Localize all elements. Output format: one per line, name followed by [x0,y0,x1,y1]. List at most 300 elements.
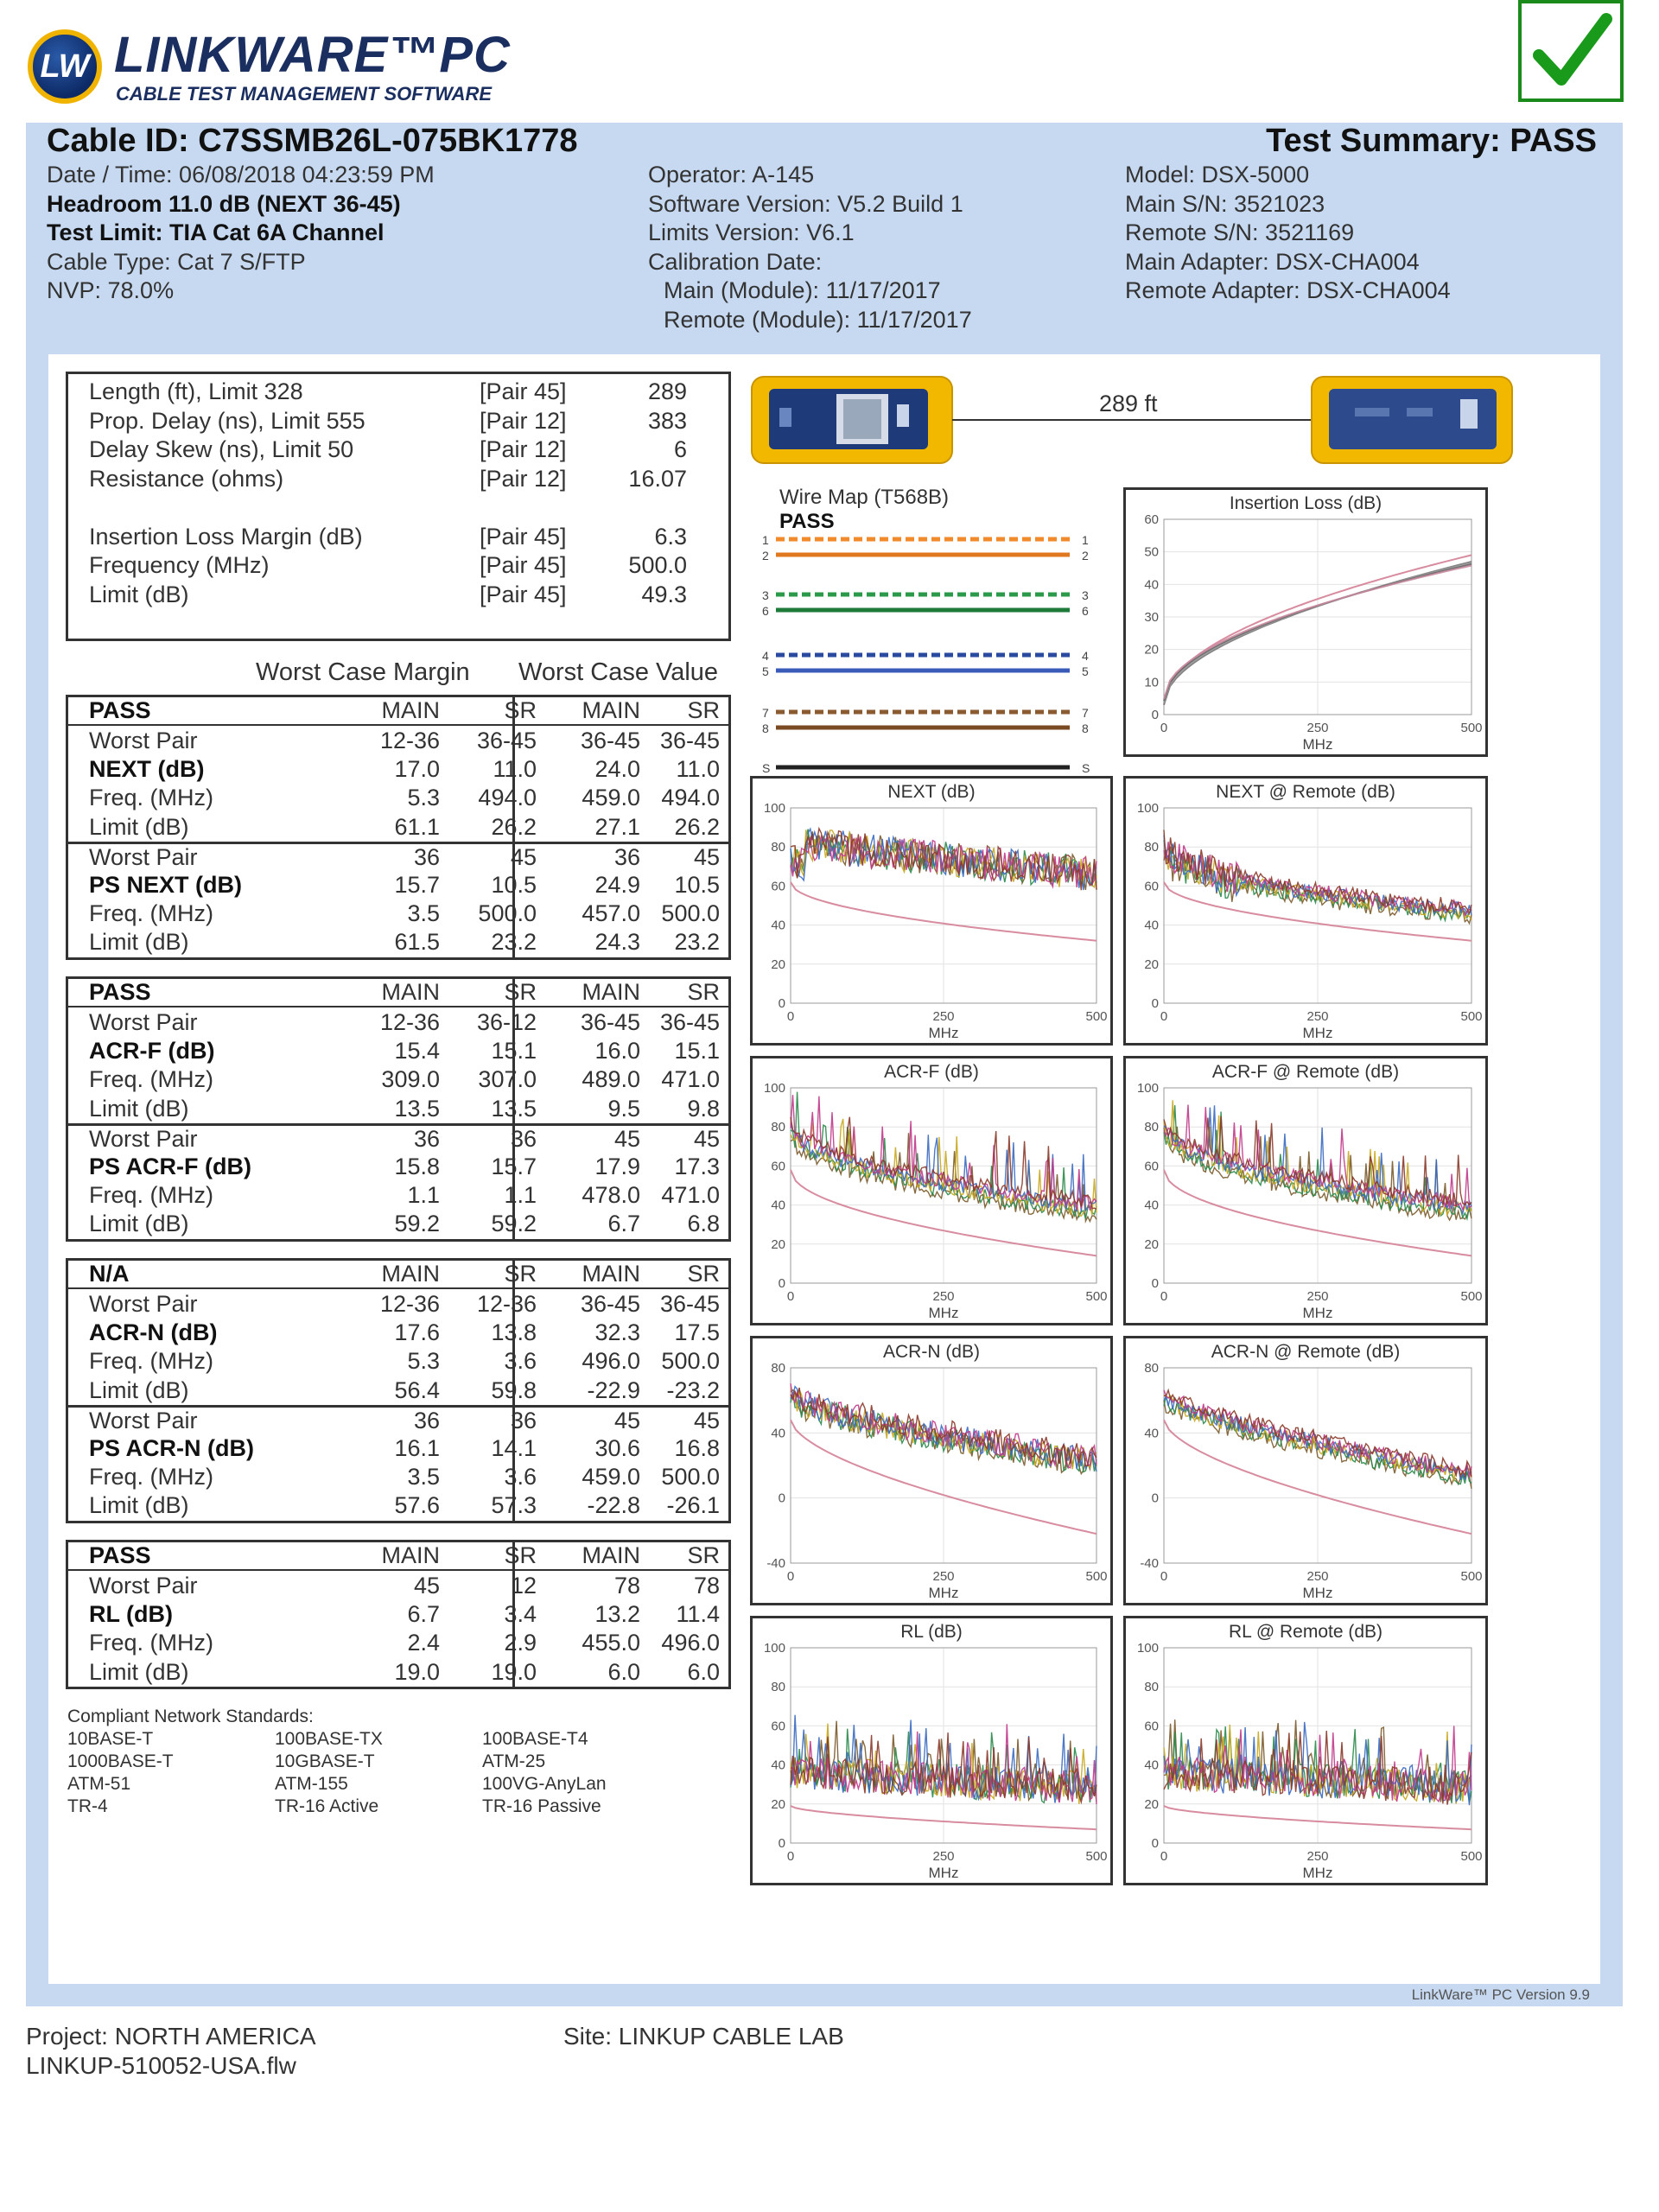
table-row [68,726,728,754]
test-summary: Test Summary: PASS [1266,123,1597,159]
table-divider [512,979,515,1239]
chart-svg [1126,779,1485,1043]
summary-row [89,378,720,407]
table-row [68,1571,728,1599]
wire-pin-left: 5 [762,664,769,678]
table-cell: 457.0 [582,899,640,926]
table-cell: 6.0 [687,1658,720,1685]
x-tick-label: 250 [1306,721,1329,735]
summary-row [89,523,720,552]
wire-pin-right: 1 [1082,533,1089,547]
chart-frame [1123,487,1488,757]
table-header-cell: SR [687,697,720,724]
table-cell: 15.7 [491,1153,537,1179]
table-cell: 494.0 [661,785,720,811]
table-cell: 45 [613,1125,640,1152]
table-cell: 3.6 [504,1348,537,1375]
table-cell: 16.1 [394,1434,440,1461]
table-cell: 1.1 [504,1181,537,1208]
table-row [68,1629,728,1657]
table-cell: 496.0 [661,1630,720,1656]
table-cell: ACR-N (dB) [89,1319,218,1345]
wire-pin-right: 7 [1082,706,1089,720]
table-cell: Worst Pair [89,727,198,753]
table-cell: 36-45 [659,1008,720,1035]
table-cell: 45 [413,1572,440,1599]
x-axis-label: MHz [1302,1865,1333,1881]
y-tick-label: 0 [1151,708,1159,722]
summary-label: Insertion Loss Margin (dB) [89,523,363,550]
table-cell: 17.3 [674,1153,720,1179]
table-cell: 12-36 [379,727,440,753]
wire-map-title: Wire Map (T568B) [779,486,950,509]
y-tick-label: 20 [771,1796,785,1812]
table-cell: 489.0 [582,1066,640,1093]
table-cell: 24.3 [594,929,640,956]
table-cell: -22.9 [587,1376,640,1403]
summary-label: Length (ft), Limit 328 [89,378,303,405]
version-label: LinkWare™ PC Version 9.9 [1411,1986,1590,2003]
standard-item: 10BASE-T [67,1729,154,1749]
table-cell: Worst Pair [89,1008,198,1035]
measurement-table [66,976,731,1242]
table-row [68,755,728,784]
standards-column [482,1728,607,1818]
table-header [68,1261,728,1289]
table-header-cell: MAIN [582,1542,640,1569]
table-cell: 3.4 [504,1600,537,1627]
table-cell: 9.5 [607,1095,640,1122]
y-tick-label: 60 [1144,512,1159,527]
table-divider [512,1261,515,1521]
table-cell: Worst Pair [89,1290,198,1317]
table-header-cell: SR [687,1261,720,1287]
chart-svg [753,1338,1110,1603]
table-cell: 32.3 [594,1319,640,1345]
x-tick-label: 250 [932,1009,955,1024]
table-cell: Limit (dB) [89,1492,189,1519]
standards-title: Compliant Network Standards: [67,1707,314,1726]
chart-svg [753,1618,1110,1883]
x-axis-label: MHz [1302,736,1333,753]
y-tick-label: 60 [771,1719,785,1734]
x-tick-label: 500 [1460,721,1483,735]
wire-pin-left: 1 [762,533,769,547]
chart-frame [1123,776,1488,1046]
y-tick-label: 20 [771,1236,785,1252]
table-header-cell: MAIN [381,979,440,1006]
summary-pair: [Pair 45] [480,378,567,405]
y-tick-label: 30 [1144,610,1159,625]
y-tick-label: 0 [1151,1836,1159,1851]
x-tick-label: 250 [1306,1569,1329,1584]
table-cell: 10.5 [674,871,720,898]
y-tick-label: 40 [1144,1758,1159,1773]
y-tick-label: 80 [771,1680,785,1695]
table-cell: Freq. (MHz) [89,1630,213,1656]
wire-pin-left: 3 [762,588,769,602]
y-tick-label: 100 [1136,801,1159,816]
summary-row [89,465,720,494]
table-cell: 500.0 [661,899,720,926]
table-cell: 13.5 [491,1095,537,1122]
table-cell: RL (dB) [89,1600,173,1627]
table-header-cell: SR [504,697,537,724]
table-cell: 9.8 [687,1095,720,1122]
table-cell: 478.0 [582,1181,640,1208]
table-cell: 2.4 [407,1630,440,1656]
table-header-cell: MAIN [582,979,640,1006]
table-cell: PS ACR-N (dB) [89,1434,254,1461]
table-header-cell: MAIN [381,697,440,724]
x-tick-label: 0 [1160,1009,1168,1024]
summary-value: 16.07 [628,465,687,492]
chart-frame [750,1616,1113,1885]
wire-pin-left: 7 [762,706,769,720]
table-header-cell: N/A [89,1261,130,1287]
chart-frame [1123,1616,1488,1885]
table-cell: 500.0 [661,1348,720,1375]
pass-check-icon [1518,0,1624,102]
table-cell: 24.0 [594,755,640,782]
chart-svg [753,1058,1110,1323]
summary-value: 289 [647,378,687,405]
y-tick-label: 100 [763,1641,785,1656]
header-line: NVP: 78.0% [47,277,175,303]
table-cell: 17.0 [394,755,440,782]
table-cell: 16.0 [594,1037,640,1064]
table-cell: 36-12 [476,1008,537,1035]
wire-pin-right: 2 [1082,549,1089,563]
table-row [68,1181,728,1210]
table-row [68,1152,728,1180]
table-row [68,813,728,842]
y-tick-label: 0 [1151,1491,1159,1506]
y-tick-label: 0 [1151,1276,1159,1291]
header-line: Remote S/N: 3521169 [1125,219,1355,245]
table-cell: Limit (dB) [89,1658,189,1685]
table-row [68,1123,728,1152]
table-cell: NEXT (dB) [89,755,205,782]
standard-item: ATM-155 [275,1774,348,1794]
table-cell: 27.1 [594,813,640,840]
y-tick-label: 40 [771,1758,785,1773]
x-tick-label: 250 [1306,1849,1329,1864]
table-row [68,1037,728,1065]
wire-pin-left: 6 [762,604,769,618]
y-tick-label: 80 [1144,840,1159,855]
summary-label: Resistance (ohms) [89,465,284,492]
y-tick-label: 0 [778,1836,785,1851]
table-header-cell: PASS [89,979,151,1006]
header-line: Main Adapter: DSX-CHA004 [1125,248,1420,275]
table-cell: 15.1 [491,1037,537,1064]
table-cell: 36-45 [580,1008,640,1035]
chart-svg [1126,1338,1485,1603]
table-cell: 57.6 [394,1492,440,1519]
x-tick-label: 0 [1160,1569,1168,1584]
table-cell: 500.0 [478,899,537,926]
tester-diagram [750,373,1528,468]
table-cell: Freq. (MHz) [89,1066,213,1093]
y-tick-label: 40 [1144,577,1159,593]
table-cell: 36 [413,843,440,870]
table-cell: 12-36 [379,1008,440,1035]
table-header-cell: SR [504,1261,537,1287]
header-col-3 [1125,161,1451,306]
wire-pin-left: S [762,761,771,775]
table-cell: Limit (dB) [89,1095,189,1122]
header-line: Headroom 11.0 dB (NEXT 36-45) [47,190,401,217]
x-tick-label: 250 [1306,1009,1329,1024]
x-tick-label: 500 [1460,1009,1483,1024]
summary-row [89,407,720,436]
summary-pair: [Pair 45] [480,581,567,607]
table-cell: 455.0 [582,1630,640,1656]
table-cell: 36-45 [659,1290,720,1317]
wire-pin-right: 6 [1082,604,1089,618]
table-cell: 15.8 [394,1153,440,1179]
table-cell: 36 [613,843,640,870]
summary-pair: [Pair 45] [480,523,567,550]
standard-item: 10GBASE-T [275,1751,375,1771]
table-cell: 5.3 [407,1348,440,1375]
table-cell: 3.5 [407,899,440,926]
table-cell: 36-45 [580,727,640,753]
table-row [68,1658,728,1687]
summary-label: Frequency (MHz) [89,552,270,579]
wire-pin-right: 3 [1082,588,1089,602]
y-tick-label: 40 [1144,918,1159,933]
table-header-cell: PASS [89,1542,151,1569]
summary-row [89,493,720,523]
table-cell: 78 [693,1572,720,1599]
table-cell: ACR-F (dB) [89,1037,215,1064]
y-tick-label: 60 [771,879,785,894]
x-tick-label: 250 [932,1289,955,1304]
y-tick-label: 40 [1144,1198,1159,1213]
y-tick-label: 50 [1144,544,1159,560]
table-cell: 45 [693,1125,720,1152]
table-cell: 15.1 [674,1037,720,1064]
table-cell: 17.5 [674,1319,720,1345]
table-cell: 16.8 [674,1434,720,1461]
chart-title: ACR-N @ Remote (dB) [1211,1342,1401,1362]
chart-title: ACR-F (dB) [884,1062,979,1082]
table-cell: 13.8 [491,1319,537,1345]
summary-value: 49.3 [641,581,687,607]
table-cell: 36 [413,1125,440,1152]
table-cell: 3.5 [407,1463,440,1490]
header-line: Remote (Module): 11/17/2017 [664,306,972,333]
header-line: Main S/N: 3521023 [1125,190,1325,217]
standard-item: 100VG-AnyLan [482,1774,607,1794]
wire-pin-left: 2 [762,549,769,563]
wire-pin-right: 8 [1082,721,1089,735]
chart-title: NEXT @ Remote (dB) [1216,782,1395,802]
table-cell: 15.7 [394,871,440,898]
table-cell: 59.2 [491,1211,537,1237]
table-row [68,1491,728,1520]
y-tick-label: 80 [771,1120,785,1135]
wire-pin-right: S [1082,761,1090,775]
summary-label: Limit (dB) [89,581,189,607]
y-tick-label: 40 [771,1426,785,1441]
table-divider [512,697,515,957]
table-cell: 57.3 [491,1492,537,1519]
table-cell: 45 [693,843,720,870]
table-cell: 19.0 [394,1658,440,1685]
table-cell: 19.0 [491,1658,537,1685]
table-cell: Limit (dB) [89,1376,189,1403]
table-header-cell: MAIN [582,1261,640,1287]
table-cell: 12 [510,1572,537,1599]
table-row [68,870,728,899]
summary-value: 6.3 [654,523,687,550]
table-cell: 17.6 [394,1319,440,1345]
header-line: Test Limit: TIA Cat 6A Channel [47,219,385,245]
chart-title: RL @ Remote (dB) [1228,1622,1383,1642]
header-line: Operator: A-145 [648,162,815,188]
table-cell: 36-45 [476,727,537,753]
table-header [68,979,728,1007]
link-length: 289 ft [1099,391,1158,416]
summary-label: Prop. Delay (ns), Limit 555 [89,407,365,434]
file-name: LINKUP-510052-USA.flw [26,2052,296,2079]
site-name: Site: LINKUP CABLE LAB [563,2023,844,2050]
header-line: Limits Version: V6.1 [648,219,855,245]
table-cell: 471.0 [661,1181,720,1208]
chart-title: ACR-N (dB) [882,1342,980,1362]
x-tick-label: 250 [932,1849,955,1864]
table-cell: Freq. (MHz) [89,785,213,811]
y-tick-label: 20 [1144,642,1159,658]
wire-pin-left: 8 [762,721,769,735]
table-cell: Worst Pair [89,1572,198,1599]
x-axis-label: MHz [1302,1585,1333,1601]
table-row [68,1376,728,1405]
x-axis-label: MHz [928,1025,959,1041]
standard-item: TR-4 [67,1796,108,1816]
y-tick-label: 80 [771,840,785,855]
table-cell: 45 [693,1407,720,1433]
lw-badge: LW [28,29,102,104]
y-tick-label: 20 [1144,1796,1159,1812]
y-tick-label: 0 [778,1276,785,1291]
y-tick-label: 60 [1144,1719,1159,1734]
linkware-logo [28,26,563,104]
table-cell: 36-45 [580,1290,640,1317]
header-line: Cable Type: Cat 7 S/FTP [47,248,306,275]
table-row [68,1210,728,1238]
x-axis-label: MHz [928,1305,959,1321]
table-cell: 6.7 [407,1600,440,1627]
table-header-cell: MAIN [582,697,640,724]
table-divider [512,1542,515,1687]
chart-frame [1123,1336,1488,1605]
table-cell: Freq. (MHz) [89,1181,213,1208]
standard-item: 100BASE-T4 [482,1729,588,1749]
x-axis-label: MHz [928,1865,959,1881]
table-row [68,1347,728,1376]
y-tick-label: 80 [1144,1361,1159,1376]
y-tick-label: 20 [1144,957,1159,972]
y-tick-label: 100 [1136,1641,1159,1656]
table-cell: 1.1 [407,1181,440,1208]
table-cell: 6.0 [607,1658,640,1685]
summary-row [89,435,720,465]
y-tick-label: 80 [1144,1680,1159,1695]
standard-item: TR-16 Active [275,1796,379,1816]
y-tick-label: 80 [1144,1120,1159,1135]
table-cell: -23.2 [666,1376,720,1403]
table-row [68,899,728,928]
chart-title: Insertion Loss (dB) [1229,493,1382,513]
header-line: Remote Adapter: DSX-CHA004 [1125,277,1451,303]
wire-pin-right: 5 [1082,664,1089,678]
x-tick-label: 500 [1460,1849,1483,1864]
x-tick-label: 500 [1085,1009,1108,1024]
table-cell: 494.0 [478,785,537,811]
table-cell: 471.0 [661,1066,720,1093]
table-header-cell: SR [504,979,537,1006]
chart-frame [750,776,1113,1046]
y-tick-label: 100 [1136,1081,1159,1096]
table-cell: Worst Pair [89,843,198,870]
summary-pair: [Pair 12] [480,465,567,492]
x-tick-label: 0 [786,1289,795,1304]
table-cell: 61.5 [394,929,440,956]
table-cell: Freq. (MHz) [89,1348,213,1375]
x-tick-label: 0 [1160,1849,1168,1864]
chart-title: RL (dB) [900,1622,963,1642]
table-cell: 307.0 [478,1066,537,1093]
wire-map [750,486,1113,779]
summary-pair: [Pair 45] [480,552,567,579]
table-cell: Worst Pair [89,1407,198,1433]
header-line: Calibration Date: [648,248,823,275]
table-cell: 30.6 [594,1434,640,1461]
standard-item: ATM-51 [67,1774,131,1794]
x-tick-label: 250 [1306,1289,1329,1304]
x-axis-label: MHz [1302,1305,1333,1321]
y-tick-label: 100 [763,1081,785,1096]
table-cell: 2.9 [504,1630,537,1656]
table-cell: Limit (dB) [89,929,189,956]
table-cell: 6.7 [607,1211,640,1237]
table-header [68,1542,728,1571]
wire-pin-left: 4 [762,649,769,663]
table-cell: 78 [613,1572,640,1599]
table-header-cell: SR [687,979,720,1006]
x-tick-label: 500 [1460,1289,1483,1304]
table-header-cell: SR [687,1542,720,1569]
table-cell: 59.8 [491,1376,537,1403]
y-tick-label: -40 [1140,1556,1159,1571]
table-cell: 23.2 [674,929,720,956]
summary-pair: [Pair 12] [480,436,567,463]
table-cell: 14.1 [491,1434,537,1461]
y-tick-label: -40 [766,1556,785,1571]
table-row [68,1095,728,1123]
table-cell: PS ACR-F (dB) [89,1153,251,1179]
chart-svg [1126,1618,1485,1883]
header-col-2 [648,161,972,334]
summary-row [89,551,720,581]
chart-frame [750,1056,1113,1325]
table-row [68,1319,728,1347]
x-tick-label: 500 [1085,1569,1108,1584]
